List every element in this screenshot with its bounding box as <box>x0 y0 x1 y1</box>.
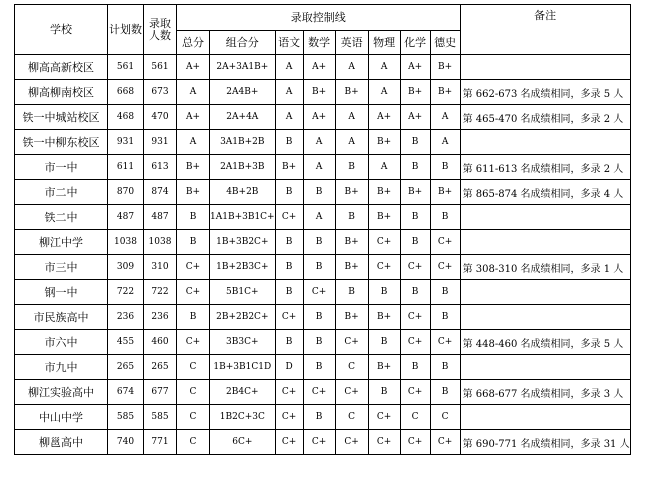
physics-grade-cell: A <box>368 55 400 80</box>
admitted-cell: 1038 <box>144 230 177 255</box>
plan-cell: 487 <box>108 205 144 230</box>
school-cell: 柳高高新校区 <box>15 55 108 80</box>
chinese-grade-cell: A <box>275 80 303 105</box>
ethics-history-grade-cell: A <box>430 105 460 130</box>
note-cell: 第 308-310 名成绩相同，多录 1 人 <box>460 255 630 280</box>
math-grade-cell: A+ <box>303 105 335 130</box>
math-grade-cell: C+ <box>303 430 335 455</box>
table-row <box>15 330 631 355</box>
header-physics: 物理 <box>368 31 400 55</box>
table-row <box>15 130 631 155</box>
admitted-cell: 561 <box>144 55 177 80</box>
math-grade-cell: C+ <box>303 280 335 305</box>
math-grade-cell: B <box>303 330 335 355</box>
admission-table <box>14 4 631 455</box>
school-cell: 钢一中 <box>15 280 108 305</box>
chemistry-grade-cell: C+ <box>400 255 430 280</box>
combo-grade-cell: 6C+ <box>210 430 276 455</box>
table-row <box>15 155 631 180</box>
english-grade-cell: B+ <box>335 305 368 330</box>
plan-cell: 561 <box>108 55 144 80</box>
total-grade-cell: C <box>177 405 210 430</box>
table-row <box>15 355 631 380</box>
ethics-history-grade-cell: A <box>430 130 460 155</box>
english-grade-cell: A <box>335 55 368 80</box>
school-cell: 市九中 <box>15 355 108 380</box>
ethics-history-grade-cell: B <box>430 155 460 180</box>
plan-cell: 870 <box>108 180 144 205</box>
math-grade-cell: B <box>303 405 335 430</box>
note-cell: 第 690-771 名成绩相同，多录 31 人 <box>460 430 630 455</box>
chemistry-grade-cell: B <box>400 280 430 305</box>
school-cell: 柳邕高中 <box>15 430 108 455</box>
english-grade-cell: B <box>335 280 368 305</box>
physics-grade-cell: B+ <box>368 205 400 230</box>
note-cell <box>460 405 630 430</box>
chinese-grade-cell: B <box>275 230 303 255</box>
admitted-cell: 874 <box>144 180 177 205</box>
combo-grade-cell: 3B3C+ <box>210 330 276 355</box>
note-cell <box>460 230 630 255</box>
plan-cell: 236 <box>108 305 144 330</box>
chinese-grade-cell: B <box>275 280 303 305</box>
total-grade-cell: A+ <box>177 55 210 80</box>
combo-grade-cell: 2A4B+ <box>210 80 276 105</box>
admitted-cell: 236 <box>144 305 177 330</box>
combo-grade-cell: 2A+3A1B+ <box>210 55 276 80</box>
admitted-cell: 460 <box>144 330 177 355</box>
chemistry-grade-cell: B+ <box>400 80 430 105</box>
physics-grade-cell: B+ <box>368 180 400 205</box>
math-grade-cell: A <box>303 205 335 230</box>
chinese-grade-cell: A <box>275 55 303 80</box>
school-cell: 市二中 <box>15 180 108 205</box>
plan-cell: 585 <box>108 405 144 430</box>
plan-cell: 265 <box>108 355 144 380</box>
table-row <box>15 380 631 405</box>
school-cell: 市一中 <box>15 155 108 180</box>
plan-cell: 674 <box>108 380 144 405</box>
ethics-history-grade-cell: B+ <box>430 55 460 80</box>
school-cell: 市民族高中 <box>15 305 108 330</box>
chemistry-grade-cell: B <box>400 130 430 155</box>
english-grade-cell: A <box>335 130 368 155</box>
chinese-grade-cell: B+ <box>275 155 303 180</box>
header-admitted: 录取人数 <box>144 5 177 55</box>
admitted-cell: 673 <box>144 80 177 105</box>
math-grade-cell: B+ <box>303 80 335 105</box>
header-ethics-history: 德史 <box>430 31 460 55</box>
math-grade-cell: B <box>303 230 335 255</box>
note-cell <box>460 130 630 155</box>
table-header <box>15 5 631 55</box>
school-cell: 柳高柳南校区 <box>15 80 108 105</box>
chinese-grade-cell: B <box>275 255 303 280</box>
ethics-history-grade-cell: B <box>430 280 460 305</box>
note-cell <box>460 305 630 330</box>
admitted-cell: 677 <box>144 380 177 405</box>
table-row <box>15 405 631 430</box>
chinese-grade-cell: A <box>275 105 303 130</box>
physics-grade-cell: C+ <box>368 255 400 280</box>
total-grade-cell: C+ <box>177 330 210 355</box>
plan-cell: 668 <box>108 80 144 105</box>
physics-grade-cell: B <box>368 280 400 305</box>
english-grade-cell: B+ <box>335 180 368 205</box>
header-chemistry: 化学 <box>400 31 430 55</box>
table-row <box>15 280 631 305</box>
ethics-history-grade-cell: B+ <box>430 180 460 205</box>
table-body <box>15 55 631 455</box>
math-grade-cell: B <box>303 180 335 205</box>
admission-table-container <box>14 4 631 455</box>
school-cell: 市六中 <box>15 330 108 355</box>
combo-grade-cell: 1B+3B1C1D <box>210 355 276 380</box>
note-cell <box>460 280 630 305</box>
chinese-grade-cell: B <box>275 330 303 355</box>
ethics-history-grade-cell: B <box>430 380 460 405</box>
table-row <box>15 255 631 280</box>
english-grade-cell: B <box>335 155 368 180</box>
school-cell: 铁一中城站校区 <box>15 105 108 130</box>
english-grade-cell: C <box>335 355 368 380</box>
combo-grade-cell: 2A1B+3B <box>210 155 276 180</box>
chinese-grade-cell: B <box>275 180 303 205</box>
physics-grade-cell: A <box>368 80 400 105</box>
header-note: 备注 <box>460 5 630 55</box>
chemistry-grade-cell: C+ <box>400 330 430 355</box>
header-combo: 组合分 <box>210 31 276 55</box>
english-grade-cell: C+ <box>335 430 368 455</box>
chemistry-grade-cell: A+ <box>400 105 430 130</box>
header-plan: 计划数 <box>108 5 144 55</box>
chemistry-grade-cell: B+ <box>400 180 430 205</box>
physics-grade-cell: B+ <box>368 130 400 155</box>
chinese-grade-cell: C+ <box>275 430 303 455</box>
note-cell <box>460 205 630 230</box>
total-grade-cell: B <box>177 205 210 230</box>
total-grade-cell: A+ <box>177 105 210 130</box>
chinese-grade-cell: D <box>275 355 303 380</box>
english-grade-cell: C <box>335 405 368 430</box>
chemistry-grade-cell: A+ <box>400 55 430 80</box>
plan-cell: 740 <box>108 430 144 455</box>
admitted-cell: 613 <box>144 155 177 180</box>
chinese-grade-cell: B <box>275 130 303 155</box>
table-row <box>15 430 631 455</box>
total-grade-cell: A <box>177 130 210 155</box>
physics-grade-cell: B <box>368 330 400 355</box>
combo-grade-cell: 2A+4A <box>210 105 276 130</box>
physics-grade-cell: A+ <box>368 105 400 130</box>
physics-grade-cell: B+ <box>368 305 400 330</box>
total-grade-cell: B <box>177 305 210 330</box>
ethics-history-grade-cell: C <box>430 405 460 430</box>
header-chinese: 语文 <box>275 31 303 55</box>
math-grade-cell: A <box>303 155 335 180</box>
school-cell: 中山中学 <box>15 405 108 430</box>
combo-grade-cell: 1B+3B2C+ <box>210 230 276 255</box>
plan-cell: 309 <box>108 255 144 280</box>
combo-grade-cell: 1A1B+3B1C+ <box>210 205 276 230</box>
chinese-grade-cell: C+ <box>275 205 303 230</box>
combo-grade-cell: 1B+2B3C+ <box>210 255 276 280</box>
english-grade-cell: B <box>335 205 368 230</box>
math-grade-cell: A <box>303 130 335 155</box>
math-grade-cell: B <box>303 255 335 280</box>
combo-grade-cell: 3A1B+2B <box>210 130 276 155</box>
total-grade-cell: C+ <box>177 280 210 305</box>
admitted-cell: 487 <box>144 205 177 230</box>
chemistry-grade-cell: C+ <box>400 380 430 405</box>
plan-cell: 931 <box>108 130 144 155</box>
school-cell: 柳江实验高中 <box>15 380 108 405</box>
chinese-grade-cell: C+ <box>275 405 303 430</box>
ethics-history-grade-cell: B <box>430 305 460 330</box>
physics-grade-cell: B+ <box>368 355 400 380</box>
chemistry-grade-cell: B <box>400 155 430 180</box>
chinese-grade-cell: C+ <box>275 380 303 405</box>
total-grade-cell: A <box>177 80 210 105</box>
chinese-grade-cell: C+ <box>275 305 303 330</box>
ethics-history-grade-cell: B <box>430 205 460 230</box>
chemistry-grade-cell: C+ <box>400 305 430 330</box>
math-grade-cell: B <box>303 305 335 330</box>
note-cell <box>460 55 630 80</box>
admitted-cell: 310 <box>144 255 177 280</box>
admitted-cell: 265 <box>144 355 177 380</box>
english-grade-cell: B+ <box>335 80 368 105</box>
physics-grade-cell: C+ <box>368 230 400 255</box>
ethics-history-grade-cell: C+ <box>430 230 460 255</box>
admitted-cell: 931 <box>144 130 177 155</box>
chemistry-grade-cell: B <box>400 205 430 230</box>
total-grade-cell: B <box>177 230 210 255</box>
school-cell: 铁二中 <box>15 205 108 230</box>
table-row <box>15 180 631 205</box>
combo-grade-cell: 4B+2B <box>210 180 276 205</box>
note-cell: 第 668-677 名成绩相同，多录 3 人 <box>460 380 630 405</box>
ethics-history-grade-cell: C+ <box>430 330 460 355</box>
chemistry-grade-cell: C+ <box>400 430 430 455</box>
table-row <box>15 55 631 80</box>
header-math: 数学 <box>303 31 335 55</box>
total-grade-cell: C <box>177 355 210 380</box>
admitted-cell: 722 <box>144 280 177 305</box>
plan-cell: 722 <box>108 280 144 305</box>
english-grade-cell: B+ <box>335 230 368 255</box>
math-grade-cell: A+ <box>303 55 335 80</box>
physics-grade-cell: A <box>368 155 400 180</box>
total-grade-cell: C <box>177 430 210 455</box>
total-grade-cell: B+ <box>177 180 210 205</box>
school-cell: 柳江中学 <box>15 230 108 255</box>
header-english: 英语 <box>335 31 368 55</box>
math-grade-cell: C+ <box>303 380 335 405</box>
table-row <box>15 305 631 330</box>
table-row <box>15 105 631 130</box>
ethics-history-grade-cell: B <box>430 355 460 380</box>
total-grade-cell: C+ <box>177 255 210 280</box>
total-grade-cell: C <box>177 380 210 405</box>
math-grade-cell: B <box>303 355 335 380</box>
physics-grade-cell: B <box>368 380 400 405</box>
admitted-cell: 771 <box>144 430 177 455</box>
physics-grade-cell: C+ <box>368 405 400 430</box>
plan-cell: 468 <box>108 105 144 130</box>
english-grade-cell: C+ <box>335 380 368 405</box>
english-grade-cell: B+ <box>335 255 368 280</box>
physics-grade-cell: C+ <box>368 430 400 455</box>
plan-cell: 1038 <box>108 230 144 255</box>
table-row <box>15 230 631 255</box>
ethics-history-grade-cell: C+ <box>430 255 460 280</box>
header-control-line: 录取控制线 <box>177 5 461 31</box>
note-cell: 第 448-460 名成绩相同，多录 5 人 <box>460 330 630 355</box>
note-cell: 第 465-470 名成绩相同，多录 2 人 <box>460 105 630 130</box>
header-total: 总分 <box>177 31 210 55</box>
note-cell <box>460 355 630 380</box>
combo-grade-cell: 2B4C+ <box>210 380 276 405</box>
school-cell: 铁一中柳东校区 <box>15 130 108 155</box>
english-grade-cell: A <box>335 105 368 130</box>
combo-grade-cell: 1B2C+3C <box>210 405 276 430</box>
combo-grade-cell: 2B+2B2C+ <box>210 305 276 330</box>
admitted-cell: 585 <box>144 405 177 430</box>
english-grade-cell: C+ <box>335 330 368 355</box>
combo-grade-cell: 5B1C+ <box>210 280 276 305</box>
note-cell: 第 611-613 名成绩相同，多录 2 人 <box>460 155 630 180</box>
chemistry-grade-cell: B <box>400 355 430 380</box>
school-cell: 市三中 <box>15 255 108 280</box>
table-row <box>15 80 631 105</box>
header-school: 学校 <box>15 5 108 55</box>
total-grade-cell: B+ <box>177 155 210 180</box>
plan-cell: 455 <box>108 330 144 355</box>
plan-cell: 611 <box>108 155 144 180</box>
note-cell: 第 865-874 名成绩相同，多录 4 人 <box>460 180 630 205</box>
ethics-history-grade-cell: B+ <box>430 80 460 105</box>
chemistry-grade-cell: B <box>400 230 430 255</box>
ethics-history-grade-cell: C+ <box>430 430 460 455</box>
admitted-cell: 470 <box>144 105 177 130</box>
chemistry-grade-cell: C <box>400 405 430 430</box>
note-cell: 第 662-673 名成绩相同，多录 5 人 <box>460 80 630 105</box>
table-row <box>15 205 631 230</box>
